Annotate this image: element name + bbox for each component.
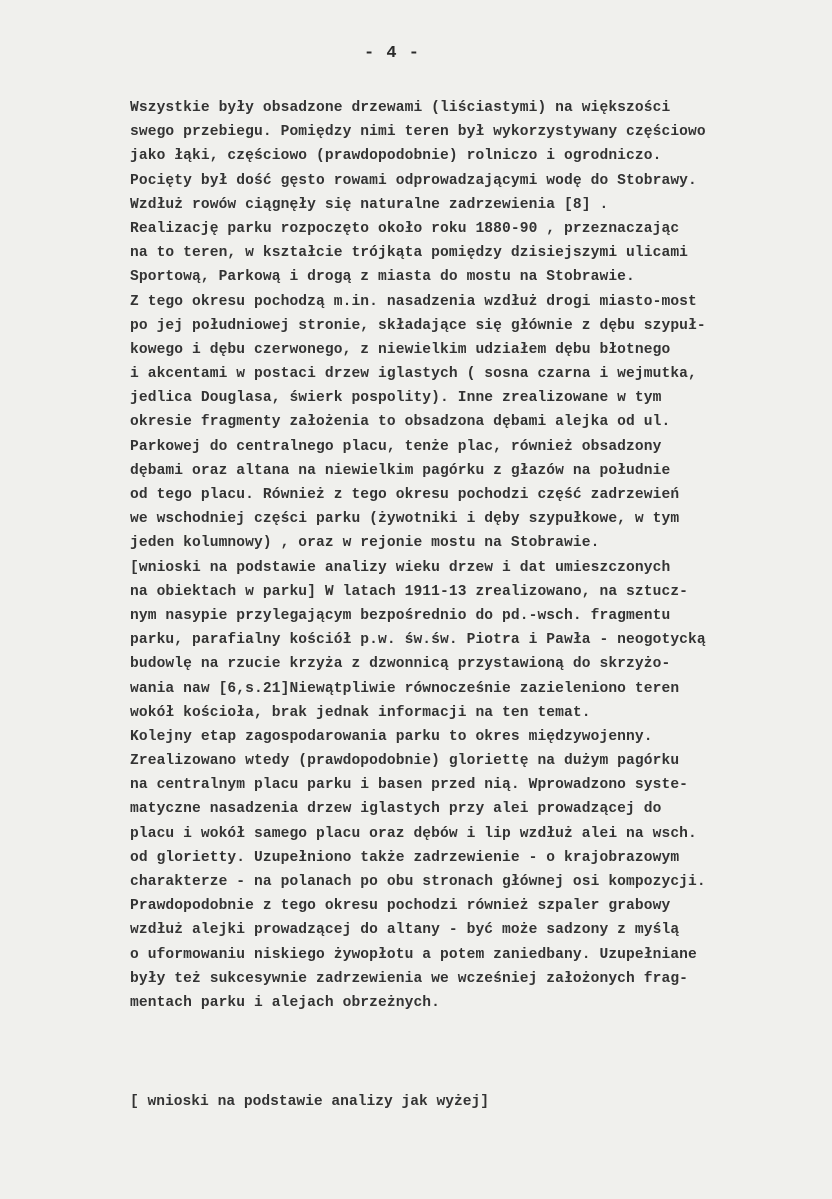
closing-note: [ wnioski na podstawie analizy jak wyżej] bbox=[130, 1094, 490, 1110]
text-line: placu i wokół samego placu oraz dębów i lip wzdłuż alei na wsch. bbox=[130, 825, 697, 842]
text-line: wokół kościoła, brak jednak informacji na ten temat. bbox=[130, 704, 591, 721]
text-line: jako łąki, częściowo (prawdopodobnie) rolniczo i ogrodniczo. bbox=[130, 148, 662, 165]
text-line: we wschodniej części parku (żywotniki i dęby szypułkowe, w tym bbox=[130, 511, 680, 528]
text-line: były też sukcesywnie zadrzewienia we wcześniej założonych frag- bbox=[130, 970, 689, 987]
body-text bbox=[130, 96, 810, 1015]
text-line: Realizację parku rozpoczęto około roku 1880-90 , przeznaczając bbox=[130, 220, 680, 237]
text-line: od tego placu. Również z tego okresu pochodzi część zadrzewień bbox=[130, 487, 680, 503]
text-line: kowego i dębu czerwonego, z niewielkim udziałem dębu błotnego bbox=[130, 341, 671, 358]
text-line: budowlę na rzucie krzyża z dzwonnicą przystawioną do skrzyżo- bbox=[130, 656, 671, 673]
text-line: matyczne nasadzenia drzew iglastych przy alei prowadzącej do bbox=[130, 801, 662, 818]
text-line: charakterze - na polanach po obu stronach głównej osi kompozycji. bbox=[130, 874, 706, 890]
text-line: jeden kolumnowy) , oraz w rejonie mostu na Stobrawie. bbox=[130, 535, 600, 552]
text-line: Parkowej do centralnego placu, tenże plac, również obsadzony bbox=[130, 438, 662, 455]
text-line: okresie fragmenty założenia to obsadzona dębami alejka od ul. bbox=[130, 414, 671, 431]
text-line: na centralnym placu parku i basen przed nią. Wprowadzono syste- bbox=[130, 777, 689, 794]
text-line: Sportową, Parkową i drogą z miasta do mostu na Stobrawie. bbox=[130, 269, 635, 286]
text-line: [wnioski na podstawie analizy wieku drzew i dat umieszczonych bbox=[130, 559, 671, 576]
text-line: Wszystkie były obsadzone drzewami (liściastymi) na większości bbox=[130, 100, 671, 116]
text-line: parku, parafialny kościół p.w. św.św. Piotra i Pawła - neogotycką bbox=[130, 632, 706, 649]
text-line: na to teren, w kształcie trójkąta pomiędzy dzisiejszymi ulicami bbox=[130, 245, 689, 262]
text-line: Zrealizowano wtedy (prawdopodobnie) gloriettę na dużym pagórku bbox=[130, 753, 680, 770]
text-line: na obiektach w parku] W latach 1911-13 zrealizowano, na sztucz- bbox=[130, 583, 689, 600]
text-line: wzdłuż alejki prowadzącej do altany - być może sadzony z myślą bbox=[130, 922, 680, 939]
text-line: swego przebiegu. Pomiędzy nimi teren był wykorzystywany częściowo bbox=[130, 124, 706, 141]
text-line: Prawdopodobnie z tego okresu pochodzi również szpaler grabowy bbox=[130, 898, 671, 915]
text-line: jedlica Douglasa, świerk pospolity). Inne zrealizowane w tym bbox=[130, 390, 662, 407]
text-line: nym nasypie przylegającym bezpośrednio do pd.-wsch. fragmentu bbox=[130, 607, 671, 624]
text-line: Z tego okresu pochodzą m.in. nasadzenia wzdłuż drogi miasto-most bbox=[130, 293, 697, 310]
page-number: - 4 - bbox=[363, 44, 420, 63]
text-line: Kolejny etap zagospodarowania parku to okres międzywojenny. bbox=[130, 728, 653, 745]
text-line: dębami oraz altana na niewielkim pagórku z głazów na południe bbox=[130, 462, 671, 479]
text-line: mentach parku i alejach obrzeżnych. bbox=[130, 994, 441, 1011]
text-line: o uformowaniu niskiego żywopłotu a potem zaniedbany. Uzupełniane bbox=[130, 946, 697, 963]
text-line: Pocięty był dość gęsto rowami odprowadzającymi wodę do Stobrawy. bbox=[130, 172, 697, 189]
text-line: i akcentami w postaci drzew iglastych ( sosna czarna i wejmutka, bbox=[130, 366, 697, 383]
text-line: Wzdłuż rowów ciągnęły się naturalne zadrzewienia [8] . bbox=[130, 196, 609, 213]
text-line: od glorietty. Uzupełniono także zadrzewienie - o krajobrazowym bbox=[130, 849, 680, 866]
text-line: wania naw [6,s.21]Niewątpliwie równocześnie zazieleniono teren bbox=[130, 680, 680, 697]
text-line: po jej południowej stronie, składające się głównie z dębu szypuł- bbox=[130, 317, 706, 334]
